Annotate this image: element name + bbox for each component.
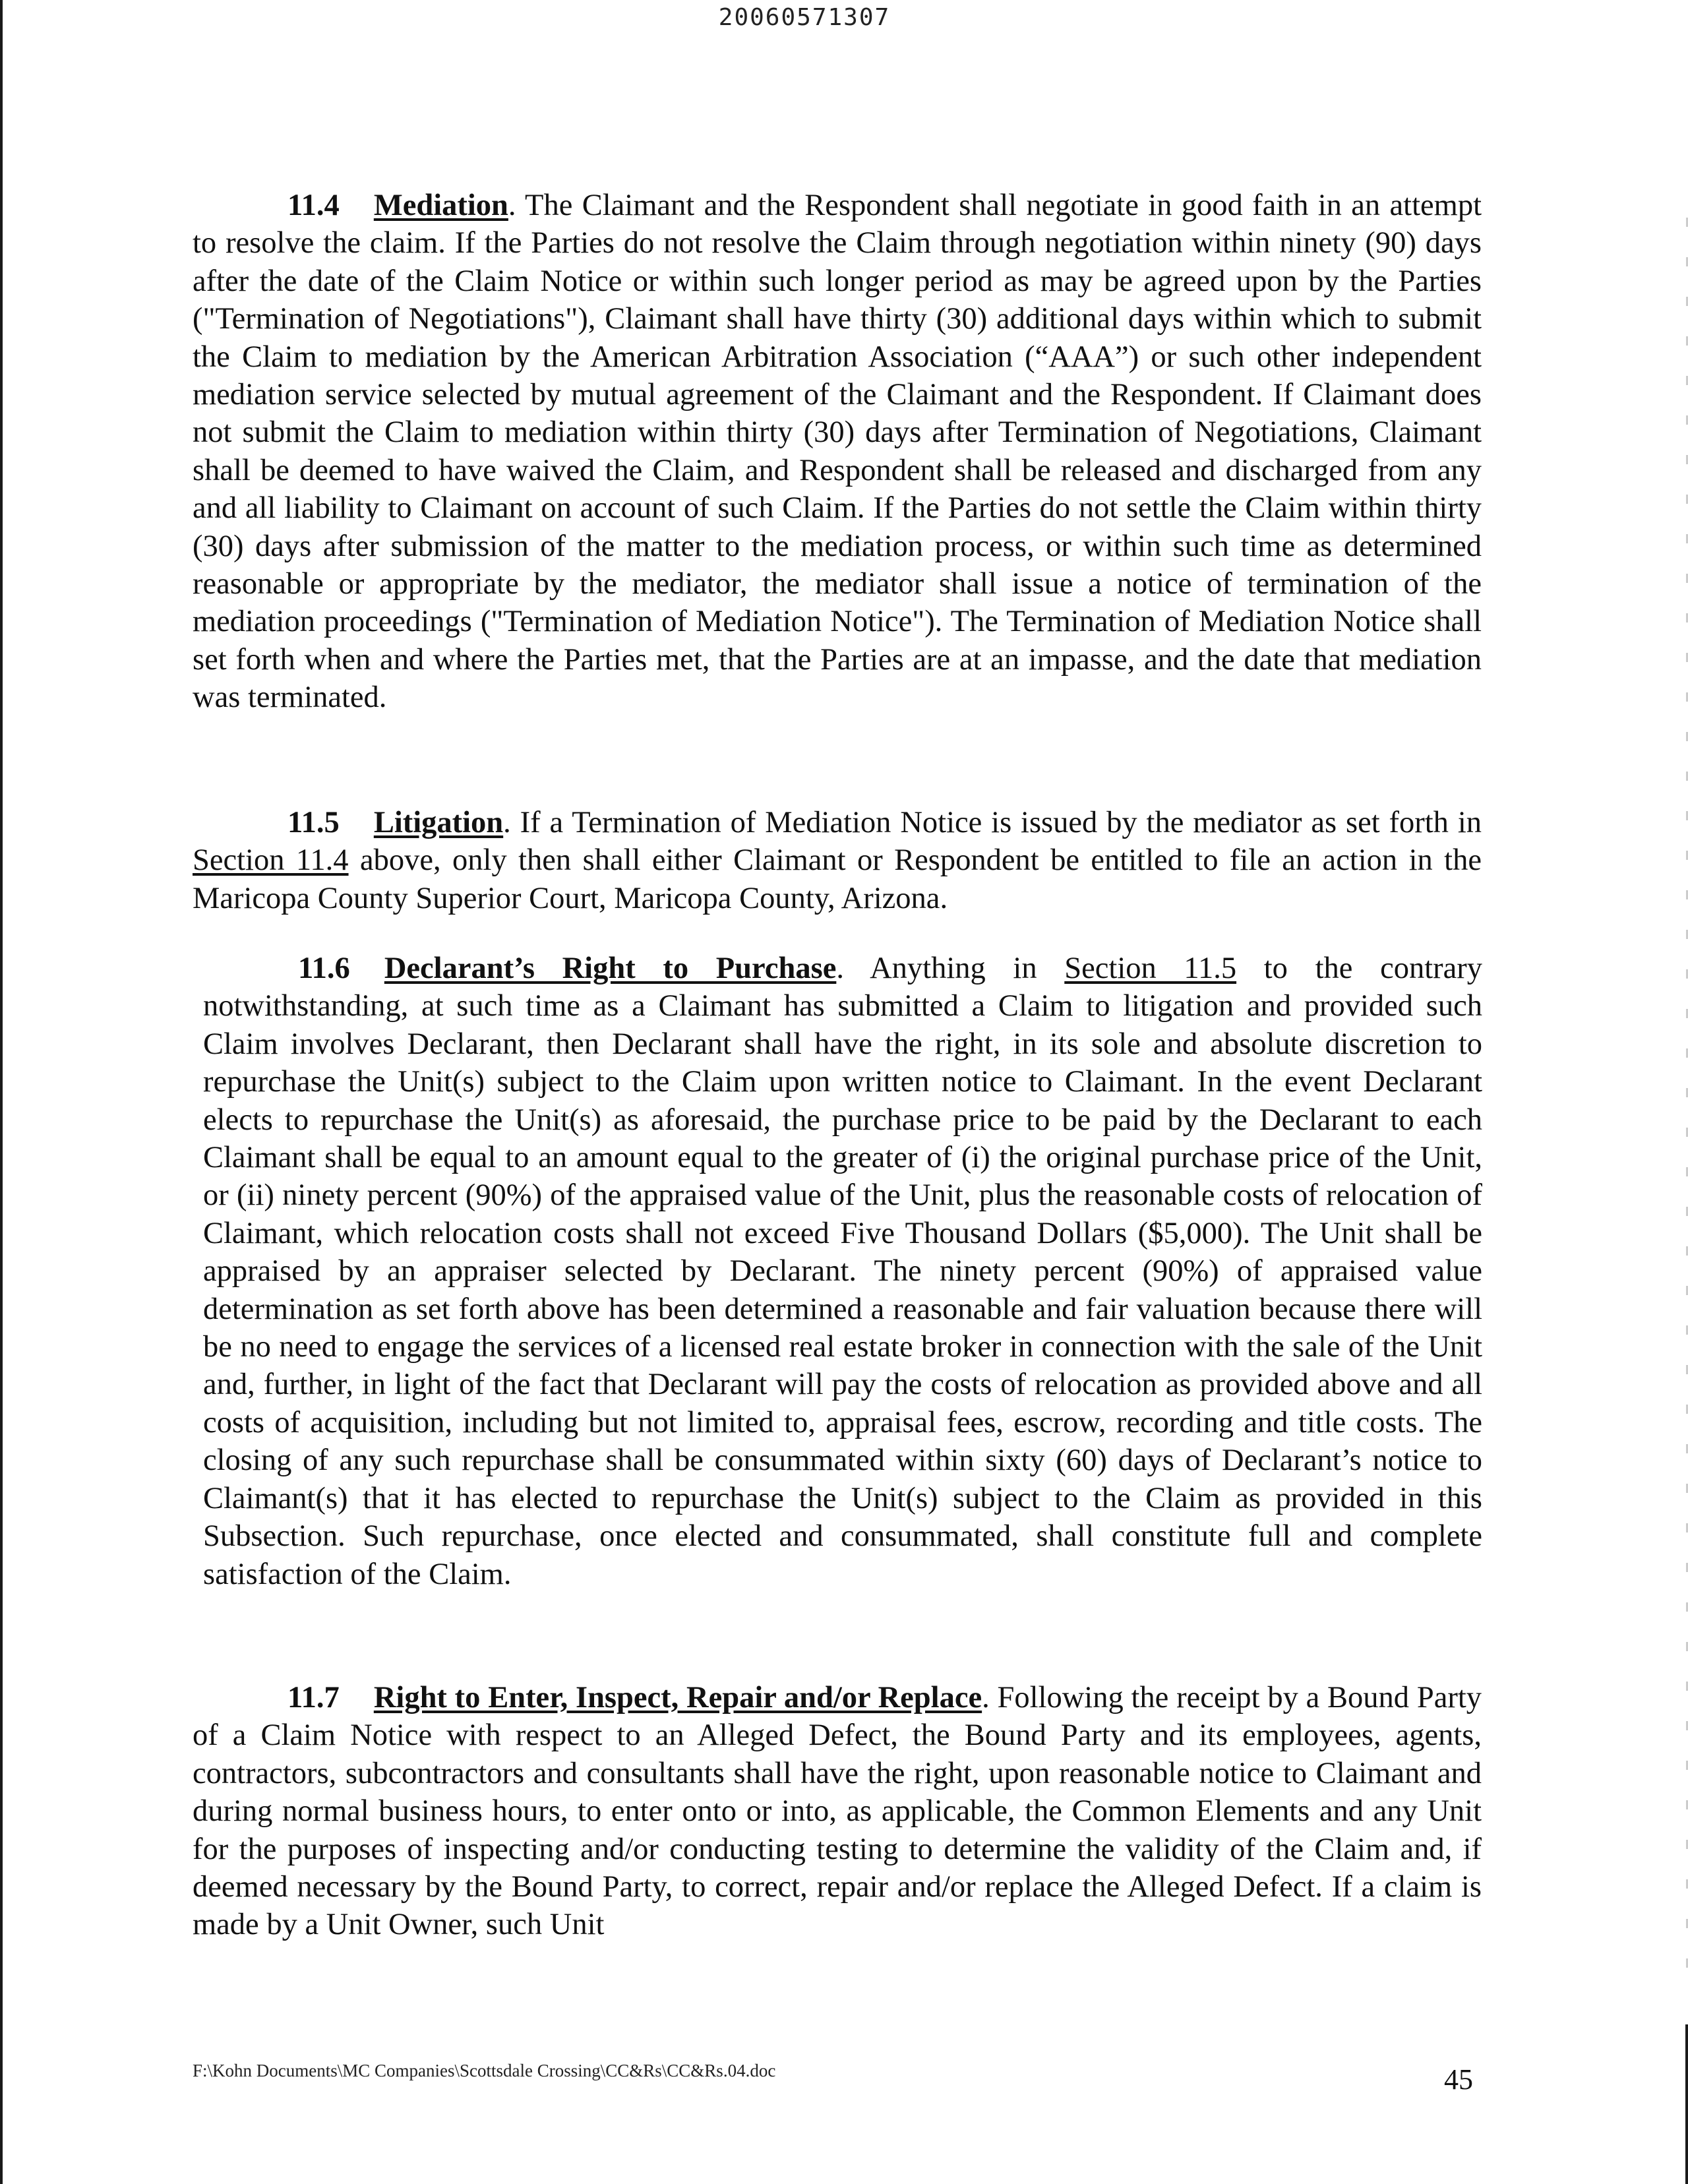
scan-edge-left (0, 0, 3, 2184)
section-cross-reference: Section 11.4 (193, 843, 349, 878)
section-heading: Litigation (373, 806, 504, 839)
section-number: 11.6 (298, 952, 350, 985)
recording-number: 20060571307 (718, 4, 891, 31)
section-paragraph (193, 804, 1482, 917)
section-number: 11.5 (287, 806, 340, 839)
section-paragraph (203, 950, 1482, 1593)
section-heading: Mediation (373, 189, 508, 222)
section-11-6 (203, 950, 1482, 1593)
section-text: to the contrary notwithstanding, at such time as a Claimant has submitted a Claim to litigation and provided such Claim involves Declarant, then Declarant shall have the right, in its sole and absolute discretion to repurchase the Unit(s) subject to the Claim upon written notice to Claimant. In the event Declarant elects to repurchase the Unit(s) as aforesaid, the purchase price to be paid by the Declarant to each Claimant shall be equal to an amount equal to the greater of (i) the original purchase price of the Unit, or (ii) ninety percent (90%) of the appraised value of the Unit, plus the reasonable costs of relocation of Claimant, which relocation costs shall not exceed Five Thousand Dollars ($5,000). The Unit shall be appraised by an appraiser selected by Declarant. The ninety percent (90%) of appraised value determination as set forth above has been determined a reasonable and fair valuation because there will be no need to engage the services of a licensed real estate broker in connection with the sale of the Unit and, further, in light of the fact that Declarant will pay the costs of relocation as provided above and all costs of acquisition, including but not limited to, appraisal fees, escrow, recording and title costs. The closing of any such repurchase shall be consummated within sixty (60) days of Declarant’s notice to Claimant(s) that it has elected to repurchase the Unit(s) subject to the Claim as provided in this Subsection. Such repurchase, once elected and consummated, shall constitute full and complete satisfaction of the Claim. (203, 952, 1482, 1591)
section-heading: Declarant’s Right to Purchase (384, 952, 837, 985)
section-paragraph (193, 1679, 1482, 1944)
section-text: above, only then shall either Claimant or Respondent be entitled to file an action in the Maricopa County Superior Court, Maricopa County, Arizona. (193, 843, 1482, 915)
section-heading: Right to Enter, Inspect, Repair and/or Replace (373, 1681, 982, 1714)
section-text: . If a Termination of Mediation Notice is issued by the mediator as set forth in (503, 806, 1482, 839)
section-paragraph (193, 187, 1482, 717)
section-11-4 (193, 187, 1482, 717)
section-number: 11.4 (287, 189, 340, 222)
page-number: 45 (1444, 2063, 1473, 2096)
section-text: . Following the receipt by a Bound Party of a Claim Notice with respect to an Alleged Defect, the Bound Party and its employees, agents, contractors, subcontractors and consultants shall have the right, upon reasonable notice to Claimant and during normal business hours, to enter onto or into, as applicable, the Common Elements and any Unit for the purposes of inspecting and/or conducting testing to determine the validity of the Claim and, if deemed necessary by the Bound Party, to correct, repair and/or replace the Alleged Defect. If a claim is made by a Unit Owner, such Unit (193, 1681, 1482, 1942)
section-cross-reference: Section 11.5 (1064, 952, 1237, 985)
section-number: 11.7 (287, 1681, 340, 1714)
section-11-7 (193, 1679, 1482, 1944)
section-text: . The Claimant and the Respondent shall negotiate in good faith in an attempt to resolve the claim. If the Parties do not resolve the Claim through negotiation within ninety (90) days after the date of the Claim Notice or within such longer period as may be agreed upon by the Parties ("Termination of Negotiations"), Claimant shall have thirty (30) additional days within which to submit the Claim to mediation by the American Arbitration Association (“AAA”) or such other independent mediation service selected by mutual agreement of the Claimant and the Respondent. If Claimant does not submit the Claim to mediation within thirty (30) days after Termination of Negotiations, Claimant shall be deemed to have waived the Claim, and Respondent shall be released and discharged from any and all liability to Claimant on account of such Claim. If the Parties do not settle the Claim within thirty (30) days after submission of the matter to the mediation process, or within such time as determined reasonable or appropriate by the mediator, the mediator shall issue a notice of termination of the mediation proceedings ("Termination of Mediation Notice"). The Termination of Mediation Notice shall set forth when and where the Parties met, that the Parties are at an impasse, and the date that mediation was terminated. (193, 189, 1482, 715)
scan-edge-right (1685, 2024, 1688, 2184)
section-11-5 (193, 804, 1482, 917)
section-text: . Anything in (836, 952, 1065, 985)
footer-file-path: F:\Kohn Documents\MC Companies\Scottsdale Crossing\CC&Rs\CC&Rs.04.doc (193, 2061, 776, 2080)
